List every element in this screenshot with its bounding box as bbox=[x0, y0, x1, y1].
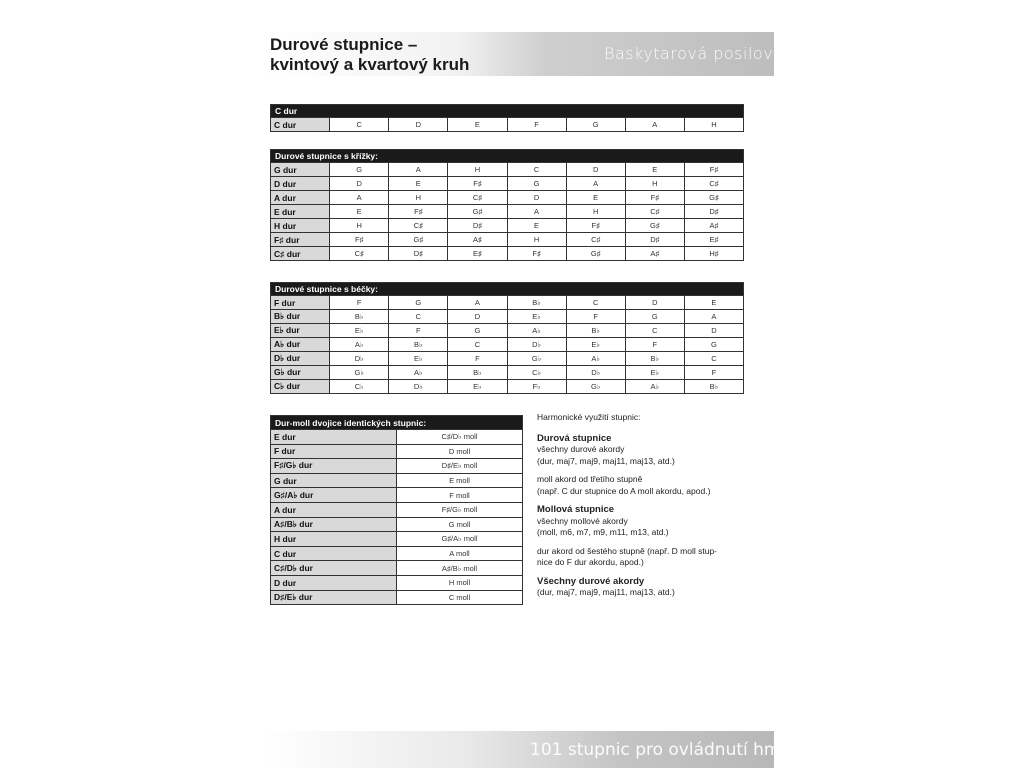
scale-name: A dur bbox=[271, 191, 330, 205]
major-scale-name: A♯/B♭ dur bbox=[271, 517, 397, 532]
footer-text: 101 stupnic pro ovládnutí hmatníku bbox=[530, 740, 834, 760]
note-cell: G♯ bbox=[566, 247, 625, 261]
table-row bbox=[271, 517, 523, 532]
note-cell: E bbox=[330, 205, 389, 219]
note-cell: A♯ bbox=[684, 219, 743, 233]
note-cell: E♯ bbox=[448, 247, 507, 261]
scale-name: H dur bbox=[271, 219, 330, 233]
note-cell: B♭ bbox=[684, 380, 743, 394]
note-cell: C bbox=[448, 338, 507, 352]
table-title: Durové stupnice s křížky: bbox=[271, 150, 744, 163]
title-line-1: Durové stupnice – bbox=[270, 35, 418, 54]
page-title bbox=[270, 35, 469, 75]
note-cell: A♭ bbox=[566, 352, 625, 366]
table-row bbox=[271, 502, 523, 517]
note-cell: G bbox=[389, 296, 448, 310]
table-row bbox=[271, 532, 523, 547]
note-cell: A bbox=[330, 191, 389, 205]
harmonic-intro: Harmonické využití stupnic: bbox=[537, 412, 641, 422]
note-cell: G♯ bbox=[448, 205, 507, 219]
note-cell: F bbox=[684, 366, 743, 380]
note-cell: G♯ bbox=[389, 233, 448, 247]
table-row bbox=[271, 324, 744, 338]
note-cell: A bbox=[625, 118, 684, 132]
table-row bbox=[271, 561, 523, 576]
relative-minor: G moll bbox=[397, 517, 523, 532]
major-scale-name: F♯/G♭ dur bbox=[271, 459, 397, 474]
note-cell: G♭ bbox=[507, 352, 566, 366]
major-scale-name: D dur bbox=[271, 575, 397, 590]
table-row bbox=[271, 366, 744, 380]
note-cell: A bbox=[448, 296, 507, 310]
table-title: Dur-moll dvojice identických stupnic: bbox=[271, 416, 523, 430]
note-cell: C♯ bbox=[684, 177, 743, 191]
major-line-2: (dur, maj7, maj9, maj11, maj13, atd.) bbox=[537, 455, 675, 466]
table-row bbox=[271, 219, 744, 233]
table-row bbox=[271, 380, 744, 394]
scale-name: D dur bbox=[271, 177, 330, 191]
note-cell: E bbox=[507, 219, 566, 233]
table-row bbox=[271, 473, 523, 488]
note-cell: H bbox=[448, 163, 507, 177]
relative-minor: D moll bbox=[397, 444, 523, 459]
scale-name: E♭ dur bbox=[271, 324, 330, 338]
note-cell: F♯ bbox=[625, 191, 684, 205]
note-cell: A♭ bbox=[389, 366, 448, 380]
major-scale-name: A dur bbox=[271, 502, 397, 517]
note-cell: F♯ bbox=[330, 233, 389, 247]
minor-note-1: dur akord od šestého stupně (např. D moll stup- bbox=[537, 545, 718, 556]
table-row bbox=[271, 233, 744, 247]
note-cell: E bbox=[684, 296, 743, 310]
note-cell: D♭ bbox=[389, 380, 448, 394]
note-cell: F♯ bbox=[448, 177, 507, 191]
major-heading: Durová stupnice bbox=[537, 432, 612, 444]
table-row bbox=[271, 338, 744, 352]
note-cell: D♯ bbox=[625, 233, 684, 247]
note-cell: A♯ bbox=[448, 233, 507, 247]
note-cell: D bbox=[507, 191, 566, 205]
note-cell: H bbox=[389, 191, 448, 205]
note-cell: G♯ bbox=[684, 191, 743, 205]
note-cell: E♯ bbox=[684, 233, 743, 247]
note-cell: H bbox=[684, 118, 743, 132]
relative-minor: C moll bbox=[397, 590, 523, 605]
note-cell: A♭ bbox=[507, 324, 566, 338]
table-row bbox=[271, 590, 523, 605]
note-cell: H bbox=[566, 205, 625, 219]
note-cell: D bbox=[389, 118, 448, 132]
major-scale-name: F dur bbox=[271, 444, 397, 459]
table-row bbox=[271, 163, 744, 177]
note-cell: F bbox=[566, 310, 625, 324]
table-title: C dur bbox=[271, 105, 744, 118]
table-row bbox=[271, 191, 744, 205]
note-cell: C bbox=[507, 163, 566, 177]
table-row bbox=[271, 575, 523, 590]
note-cell: E♭ bbox=[566, 338, 625, 352]
note-cell: F♭ bbox=[507, 380, 566, 394]
note-cell: A bbox=[389, 163, 448, 177]
note-cell: D bbox=[566, 163, 625, 177]
relative-minor: D♯/E♭ moll bbox=[397, 459, 523, 474]
note-cell: F♯ bbox=[684, 163, 743, 177]
note-cell: A bbox=[566, 177, 625, 191]
note-cell: F bbox=[389, 324, 448, 338]
note-cell: E♭ bbox=[507, 310, 566, 324]
minor-line-1: všechny mollové akordy bbox=[537, 515, 628, 526]
brand-text: Baskytarová posilovna bbox=[604, 44, 795, 63]
major-scale-name: G dur bbox=[271, 473, 397, 488]
note-cell: B♭ bbox=[389, 338, 448, 352]
note-cell: G♭ bbox=[566, 380, 625, 394]
scale-name: F dur bbox=[271, 296, 330, 310]
note-cell: B♭ bbox=[566, 324, 625, 338]
minor-heading: Mollová stupnice bbox=[537, 504, 615, 515]
note-cell: C♯ bbox=[330, 247, 389, 261]
title-line-2: kvintový a kvartový kruh bbox=[270, 55, 470, 74]
scale-name: D♭ dur bbox=[271, 352, 330, 366]
table-row bbox=[271, 430, 523, 445]
table-row bbox=[271, 352, 744, 366]
note-cell: H bbox=[625, 177, 684, 191]
note-cell: C bbox=[625, 324, 684, 338]
flats-table bbox=[270, 282, 744, 394]
table-row bbox=[271, 444, 523, 459]
relative-minor: E moll bbox=[397, 473, 523, 488]
major-scale-name: H dur bbox=[271, 532, 397, 547]
c-major-table bbox=[270, 104, 744, 132]
note-cell: A♭ bbox=[330, 338, 389, 352]
note-cell: F bbox=[330, 296, 389, 310]
note-cell: C♭ bbox=[330, 380, 389, 394]
note-cell: F♯ bbox=[507, 247, 566, 261]
major-line-1: všechny durové akordy bbox=[537, 444, 625, 454]
note-cell: B♭ bbox=[330, 310, 389, 324]
note-cell: A♯ bbox=[625, 247, 684, 261]
note-cell: D♭ bbox=[566, 366, 625, 380]
major-scale-name: G♯/A♭ dur bbox=[271, 488, 397, 503]
note-cell: A♭ bbox=[625, 380, 684, 394]
note-cell: G bbox=[625, 310, 684, 324]
scale-name: G♭ dur bbox=[271, 366, 330, 380]
dur-moll-pairs-table bbox=[270, 415, 523, 605]
scale-name: C dur bbox=[271, 118, 330, 132]
note-cell: G bbox=[507, 177, 566, 191]
note-cell: C♯ bbox=[448, 191, 507, 205]
note-cell: D♯ bbox=[684, 205, 743, 219]
note-cell: D bbox=[684, 324, 743, 338]
note-cell: C bbox=[389, 310, 448, 324]
major-scale-name: D♯/E♭ dur bbox=[271, 590, 397, 605]
note-cell: B♭ bbox=[625, 352, 684, 366]
note-cell: H♯ bbox=[684, 247, 743, 261]
note-cell: C bbox=[684, 352, 743, 366]
note-cell: C♯ bbox=[389, 219, 448, 233]
scale-name: C♯ dur bbox=[271, 247, 330, 261]
table-row bbox=[271, 546, 523, 561]
table-title: Durové stupnice s béčky: bbox=[271, 283, 744, 296]
table-row bbox=[271, 296, 744, 310]
minor-line-2: (moll, m6, m7, m9, m11, m13, atd.) bbox=[537, 527, 669, 537]
table-row bbox=[271, 247, 744, 261]
scale-name: A♭ dur bbox=[271, 338, 330, 352]
note-cell: G♭ bbox=[330, 366, 389, 380]
relative-minor: A♯/B♭ moll bbox=[397, 561, 523, 576]
relative-minor: C♯/D♭ moll bbox=[397, 430, 523, 445]
note-cell: D bbox=[448, 310, 507, 324]
note-cell: F♯ bbox=[566, 219, 625, 233]
note-cell: E bbox=[566, 191, 625, 205]
note-cell: F bbox=[448, 352, 507, 366]
note-cell: B♭ bbox=[448, 366, 507, 380]
table-row bbox=[271, 177, 744, 191]
note-cell: H bbox=[330, 219, 389, 233]
major-note-2: (např. C dur stupnice do A moll akordu, apod.) bbox=[537, 485, 711, 496]
table-row bbox=[271, 205, 744, 219]
note-cell: A bbox=[507, 205, 566, 219]
note-cell: C♯ bbox=[625, 205, 684, 219]
note-cell: G bbox=[684, 338, 743, 352]
note-cell: E♭ bbox=[389, 352, 448, 366]
note-cell: D♭ bbox=[330, 352, 389, 366]
note-cell: G bbox=[566, 118, 625, 132]
note-cell: D♭ bbox=[507, 338, 566, 352]
note-cell: E bbox=[389, 177, 448, 191]
table-row bbox=[271, 488, 523, 503]
note-cell: B♭ bbox=[507, 296, 566, 310]
note-cell: E♭ bbox=[625, 366, 684, 380]
note-cell: E♭ bbox=[330, 324, 389, 338]
scale-name: B♭ dur bbox=[271, 310, 330, 324]
scale-name: G dur bbox=[271, 163, 330, 177]
note-cell: G bbox=[330, 163, 389, 177]
relative-minor: F moll bbox=[397, 488, 523, 503]
note-cell: A bbox=[684, 310, 743, 324]
relative-minor: H moll bbox=[397, 575, 523, 590]
note-cell: F bbox=[625, 338, 684, 352]
scale-name: E dur bbox=[271, 205, 330, 219]
table-row bbox=[271, 118, 744, 132]
note-cell: H bbox=[507, 233, 566, 247]
harmonic-usage bbox=[537, 412, 777, 599]
note-cell: G bbox=[448, 324, 507, 338]
all-major-line: (dur, maj7, maj9, maj11, maj13, atd.) bbox=[537, 587, 675, 597]
note-cell: G♯ bbox=[625, 219, 684, 233]
table-row bbox=[271, 310, 744, 324]
scale-name: C♭ dur bbox=[271, 380, 330, 394]
sharps-table bbox=[270, 149, 744, 261]
relative-minor: A moll bbox=[397, 546, 523, 561]
all-major-heading: Všechny durové akordy bbox=[537, 575, 645, 587]
note-cell: F♯ bbox=[389, 205, 448, 219]
major-scale-name: E dur bbox=[271, 430, 397, 445]
note-cell: D♯ bbox=[448, 219, 507, 233]
note-cell: E bbox=[448, 118, 507, 132]
note-cell: F bbox=[507, 118, 566, 132]
note-cell: C♭ bbox=[507, 366, 566, 380]
note-cell: E bbox=[625, 163, 684, 177]
note-cell: C bbox=[566, 296, 625, 310]
scale-name: F♯ dur bbox=[271, 233, 330, 247]
relative-minor: F♯/G♭ moll bbox=[397, 502, 523, 517]
major-note-1: moll akord od třetího stupně bbox=[537, 474, 643, 484]
major-scale-name: C♯/D♭ dur bbox=[271, 561, 397, 576]
note-cell: C bbox=[330, 118, 389, 132]
note-cell: D♯ bbox=[389, 247, 448, 261]
note-cell: C♯ bbox=[566, 233, 625, 247]
note-cell: E♭ bbox=[448, 380, 507, 394]
table-row bbox=[271, 459, 523, 474]
minor-note-2: nice do F dur akordu, apod.) bbox=[537, 557, 644, 567]
note-cell: D bbox=[330, 177, 389, 191]
note-cell: D bbox=[625, 296, 684, 310]
relative-minor: G♯/A♭ moll bbox=[397, 532, 523, 547]
major-scale-name: C dur bbox=[271, 546, 397, 561]
